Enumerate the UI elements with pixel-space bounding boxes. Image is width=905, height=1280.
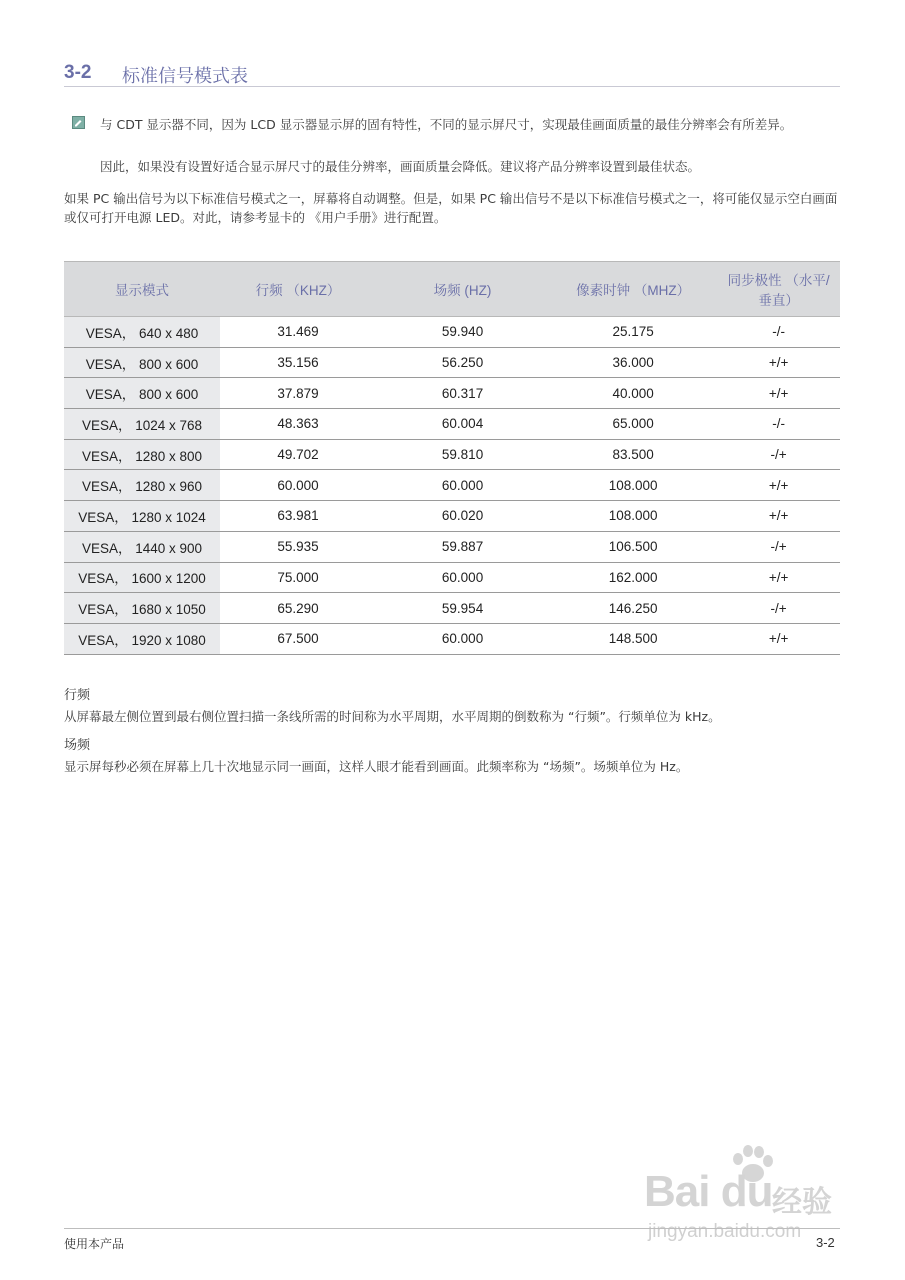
table-row [64,501,840,532]
cell-h-freq: 48.363 [220,409,376,440]
footer-divider [64,1228,840,1229]
cell-display-mode: VESA， 1280 x 960 [64,470,220,501]
table-row [64,347,840,378]
cell-h-freq: 65.290 [220,593,376,624]
cell-h-freq: 60.000 [220,470,376,501]
header-display-mode: 显示模式 [64,262,220,317]
cell-v-freq: 59.810 [376,439,549,470]
section-title: 标准信号模式表 [122,66,248,87]
note-icon [72,116,85,129]
header-sync-polarity: 同步极性 （水平/垂直） [717,262,840,317]
cell-display-mode: VESA， 1024 x 768 [64,409,220,440]
section-number: 3-2 [64,62,92,83]
cell-pixel-clock: 65.000 [549,409,717,440]
cell-v-freq: 60.000 [376,470,549,501]
cell-display-mode: VESA， 1440 x 900 [64,531,220,562]
cell-h-freq: 31.469 [220,317,376,348]
cell-v-freq: 60.000 [376,623,549,654]
section-title-bar [64,58,840,87]
table-row [64,623,840,654]
definition-v-freq: 显示屏每秒必须在屏幕上几十次地显示同一画面，这样人眼才能看到画面。此频率称为 “场频”。场频单位为 Hz。 [64,759,689,774]
cell-pixel-clock: 36.000 [549,347,717,378]
header-v-freq: 场频 (HZ) [376,262,549,317]
table-row [64,439,840,470]
cell-pixel-clock: 40.000 [549,378,717,409]
cell-display-mode: VESA， 1600 x 1200 [64,562,220,593]
cell-pixel-clock: 106.500 [549,531,717,562]
note-text-1: 与 CDT 显示器不同，因为 LCD 显示器显示屏的固有特性，不同的显示屏尺寸，实现最佳画面质量的最佳分辨率会有所差异。 [100,117,793,132]
cell-display-mode: VESA， 640 x 480 [64,317,220,348]
cell-sync-polarity: +/+ [717,378,840,409]
footer-page-number: 3-2 [816,1235,835,1250]
table-row [64,317,840,348]
cell-sync-polarity: +/+ [717,623,840,654]
table-body [64,317,840,655]
cell-pixel-clock: 146.250 [549,593,717,624]
cell-pixel-clock: 148.500 [549,623,717,654]
header-h-freq: 行频 （KHZ） [220,262,376,317]
cell-v-freq: 60.317 [376,378,549,409]
cell-h-freq: 55.935 [220,531,376,562]
cell-v-freq: 60.020 [376,501,549,532]
cell-sync-polarity: -/- [717,317,840,348]
cell-sync-polarity: -/- [717,409,840,440]
watermark-logo: Bai du [644,1167,773,1216]
cell-h-freq: 75.000 [220,562,376,593]
table-row [64,593,840,624]
intro-paragraph: 如果 PC 输出信号为以下标准信号模式之一，屏幕将自动调整。但是，如果 PC 输出信号不是以下标准信号模式之一，将可能仅显示空白画面或仅可打开电源 LED。对此，请参考显卡的 《用户手册》进行配置。 [64,191,838,225]
cell-h-freq: 49.702 [220,439,376,470]
table-row [64,470,840,501]
cell-sync-polarity: +/+ [717,347,840,378]
cell-sync-polarity: +/+ [717,562,840,593]
cell-display-mode: VESA， 1280 x 1024 [64,501,220,532]
footer-chapter: 使用本产品 [64,1237,125,1251]
cell-v-freq: 56.250 [376,347,549,378]
cell-v-freq: 60.004 [376,409,549,440]
term-v-freq: 场频 [64,738,91,753]
table-header-row [64,262,840,317]
cell-h-freq: 37.879 [220,378,376,409]
watermark-brand: 经验 [772,1185,832,1220]
cell-display-mode: VESA， 1680 x 1050 [64,593,220,624]
cell-display-mode: VESA， 800 x 600 [64,378,220,409]
cell-pixel-clock: 162.000 [549,562,717,593]
term-h-freq: 行频 [64,688,91,703]
table-row [64,562,840,593]
table-row [64,531,840,562]
table-row [64,409,840,440]
cell-v-freq: 60.000 [376,562,549,593]
cell-v-freq: 59.940 [376,317,549,348]
cell-v-freq: 59.887 [376,531,549,562]
cell-pixel-clock: 108.000 [549,501,717,532]
cell-pixel-clock: 108.000 [549,470,717,501]
header-pixel-clock: 像素时钟 （MHZ） [549,262,717,317]
cell-sync-polarity: +/+ [717,470,840,501]
cell-h-freq: 63.981 [220,501,376,532]
watermark-url: jingyan.baidu.com [648,1221,802,1242]
signal-mode-table [64,261,840,655]
cell-sync-polarity: -/+ [717,531,840,562]
cell-display-mode: VESA， 800 x 600 [64,347,220,378]
cell-pixel-clock: 83.500 [549,439,717,470]
table-row [64,378,840,409]
cell-h-freq: 67.500 [220,623,376,654]
cell-display-mode: VESA， 1280 x 800 [64,439,220,470]
cell-display-mode: VESA， 1920 x 1080 [64,623,220,654]
definition-h-freq: 从屏幕最左侧位置到最右侧位置扫描一条线所需的时间称为水平周期，水平周期的倒数称为 “行频”。行频单位为 kHz。 [64,709,721,724]
cell-sync-polarity: -/+ [717,439,840,470]
note-text-2: 因此，如果没有设置好适合显示屏尺寸的最佳分辨率，画面质量会降低。建议将产品分辨率设置到最佳状态。 [100,159,701,174]
cell-v-freq: 59.954 [376,593,549,624]
cell-sync-polarity: -/+ [717,593,840,624]
cell-h-freq: 35.156 [220,347,376,378]
cell-sync-polarity: +/+ [717,501,840,532]
cell-pixel-clock: 25.175 [549,317,717,348]
